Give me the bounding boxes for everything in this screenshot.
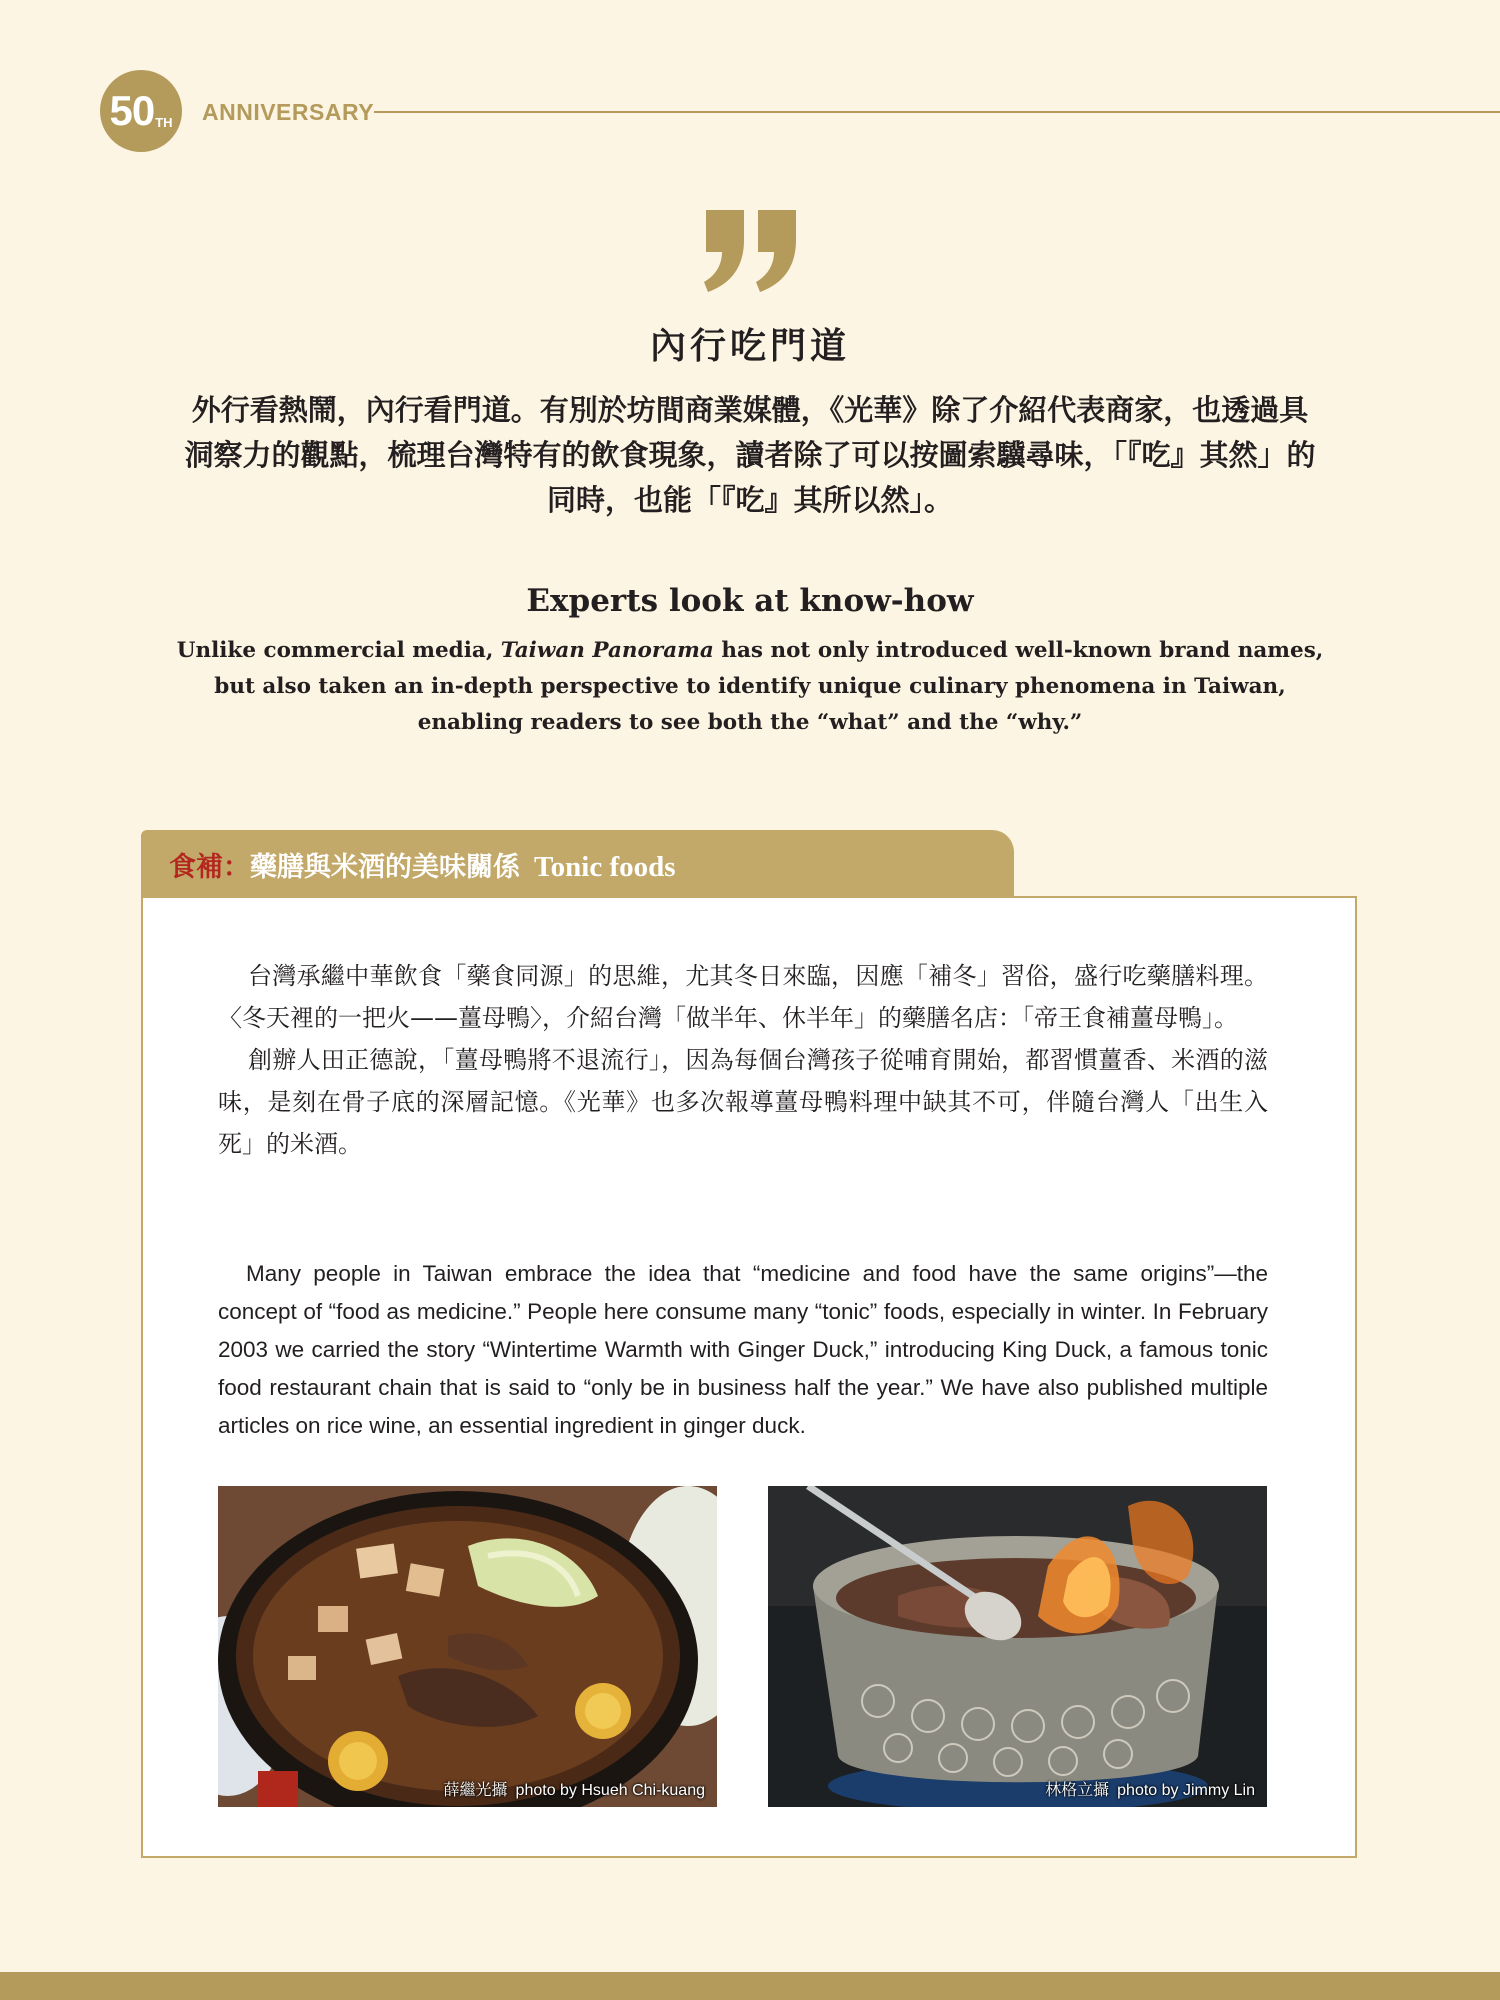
photo-clay-pot-flame [768,1486,1267,1807]
section-tab-text [169,845,676,884]
photo-credit-1-zh: 薛繼光攝 [443,1780,508,1799]
zh-heading: 內行吃門道 [649,325,850,367]
badge-number: 50 [109,87,155,134]
zh-body-paragraph-1: 台灣承繼中華飲食「藥食同源」的思維，尤其冬日來臨，因應「補冬」習俗，盛行吃藥膳料理。〈冬天裡的一把火——薑母鴨〉，介紹台灣「做半年、休半年」的藥膳名店：「帝王食補薑母鴨」。 [218,962,1268,1032]
en-heading: Experts look at know-how [526,583,974,619]
header-rule [374,111,1500,113]
badge-suffix: TH [155,114,173,130]
hotpot-illustration [218,1486,717,1807]
zh-body-paragraph-2: 創辦人田正德說，「薑母鴨將不退流行」，因為每個台灣孩子從哺育開始，都習慣薑香、米酒的滋味，是刻在骨子底的深層記憶。《光華》也多次報導薑母鴨料理中缺其不可，伴隨台灣人「出生入死」的米酒。 [218,1046,1268,1158]
photo-ginger-duck-hotpot [218,1486,717,1807]
photo-credit-2-zh: 林格立攝 [1045,1780,1110,1799]
photo-credit-1-en: photo by Hsueh Chi-kuang [515,1782,705,1799]
en-body-paragraph: Many people in Taiwan embrace the idea that “medicine and food have the same origins”—the concept of “food as medicine.” People here consume many “tonic” foods, especially in winter. In February 2003 we carried the story “Wintertime Warmth with Ginger Duck,” introducing King Duck, a famous tonic food restaurant chain that is said to “only be in business half the year.” We have also published multiple articles on rice wine, an essential ingredient in ginger duck. [218,1261,1268,1438]
tab-english-title: Tonic foods [534,851,676,883]
quote-mark-icon [702,210,800,292]
photo-credit-2-en: photo by Jimmy Lin [1117,1782,1255,1799]
photo-credit-2 [1045,1777,1255,1800]
anniversary-badge [100,70,182,152]
footer-bar [0,1972,1500,2000]
publication-name: Taiwan Panorama [500,638,714,663]
tab-accent-label: 食補： [169,852,250,883]
claypot-illustration [768,1486,1267,1807]
photo-credit-1 [444,1777,705,1800]
section-tab [141,830,1014,897]
zh-body [218,955,1268,1165]
en-intro-text-1: Unlike commercial media, [176,638,501,663]
tab-title: 藥膳與米酒的美味關係 [250,852,520,883]
en-intro-paragraph [160,633,1340,741]
anniversary-label: ANNIVERSARY [202,99,375,125]
zh-intro-paragraph: 外行看熱鬧，內行看門道。有別於坊間商業媒體，《光華》除了介紹代表商家，也透過具洞察力的觀點，梳理台灣特有的飲食現象，讀者除了可以按圖索驥尋味，「『吃』其然」的同時，也能「『吃』其所以然」。 [184,393,1316,517]
en-intro-text-2: has not only introduced well-known brand names, but also taken an in-depth perspective to identify unique culinary phenomena in Taiwan, enabling readers to see both the “what” and the “why.” [214,638,1324,735]
